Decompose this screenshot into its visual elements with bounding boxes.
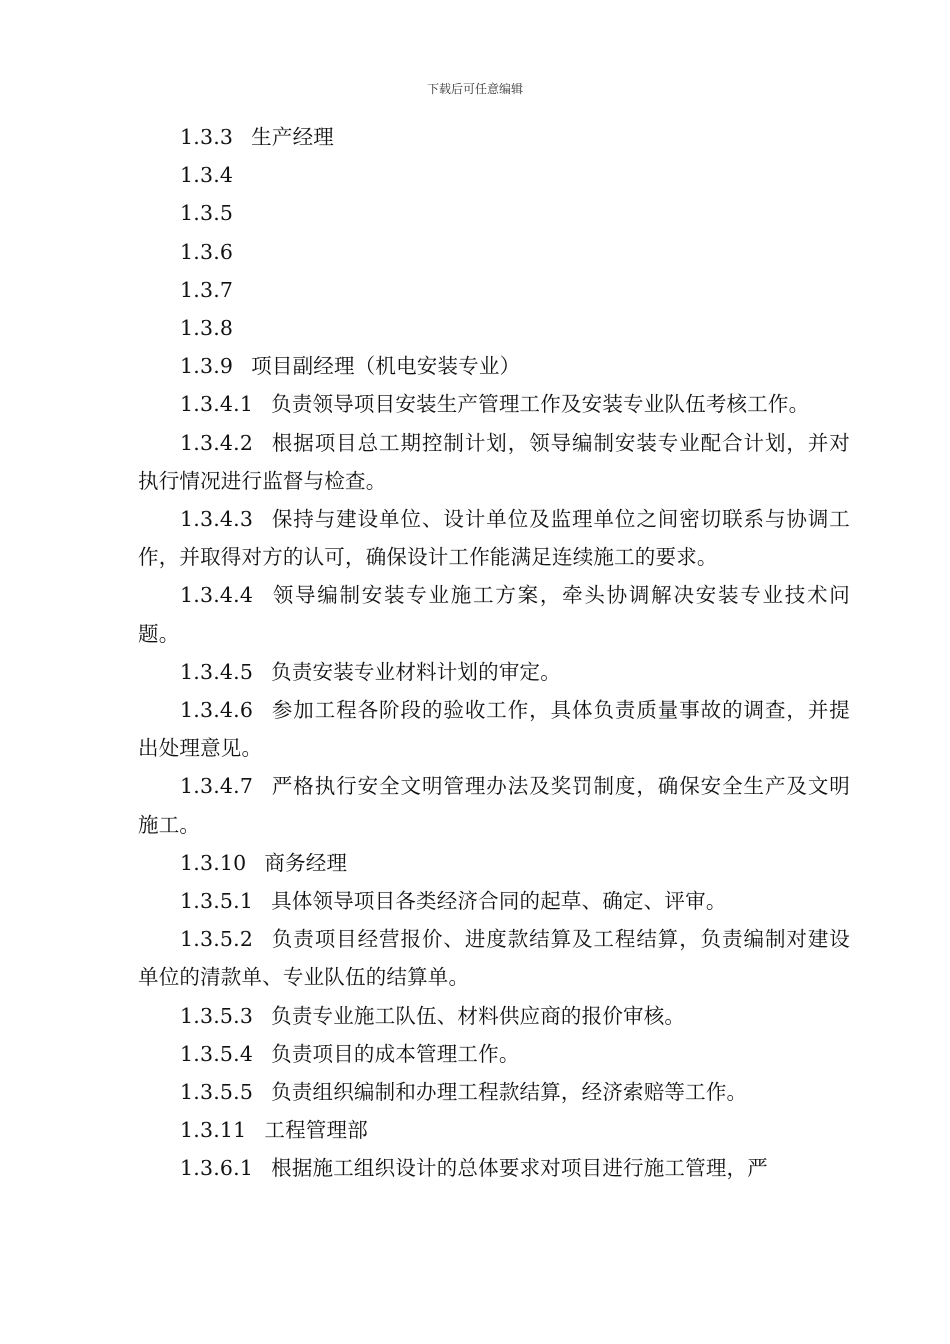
section-number: 1.3.3: [180, 125, 234, 149]
paragraph-text: 负责安装专业材料计划的审定。: [271, 659, 561, 684]
section-number: 1.3.4.3: [180, 507, 254, 532]
paragraph-1-3-5-4: [138, 1035, 850, 1073]
section-number: 1.3.5.4: [180, 1041, 254, 1066]
paragraph-1-3-7: [138, 271, 850, 309]
paragraph-text: 商务经理: [264, 850, 348, 875]
paragraph-1-3-5-1: [138, 882, 850, 920]
paragraph-text: 负责项目经营报价、进度款结算及工程结算，负责编制对建设单位的清款单、专业队伍的结算单。: [138, 927, 850, 990]
section-number: 1.3.4.2: [180, 430, 254, 455]
paragraph-1-3-4-6: [138, 691, 850, 767]
section-number: 1.3.5.3: [180, 1003, 254, 1028]
paragraph-1-3-3: [138, 118, 850, 156]
paragraph-text: 负责组织编制和办理工程款结算，经济索赔等工作。: [271, 1080, 748, 1105]
paragraph-1-3-8: [138, 309, 850, 347]
paragraph-1-3-4-5: [138, 653, 850, 691]
section-number: 1.3.11: [180, 1118, 247, 1143]
paragraph-1-3-5: [138, 194, 850, 232]
section-number: 1.3.4.4: [180, 583, 254, 608]
paragraph-1-3-5-5: [138, 1073, 850, 1111]
paragraph-1-3-9: [138, 347, 850, 385]
paragraph-text: 严格执行安全文明管理办法及奖罚制度，确保安全生产及文明施工。: [138, 774, 850, 837]
paragraph-1-3-10: [138, 844, 850, 882]
section-number: 1.3.4: [180, 163, 234, 188]
paragraph-text: 保持与建设单位、设计单位及监理单位之间密切联系与协调工作，并取得对方的认可，确保设计工作能满足连续施工的要求。: [138, 507, 850, 570]
page-header: 下载后可任意编辑: [426, 82, 523, 96]
paragraph-text: 根据施工组织设计的总体要求对项目进行施工管理，严: [271, 1156, 768, 1181]
section-number: 1.3.4.5: [180, 659, 254, 684]
paragraph-text: 领导编制安装专业施工方案，牵头协调解决安装专业技术问题。: [138, 583, 850, 646]
paragraph-1-3-4-3: [138, 500, 850, 576]
paragraph-1-3-4-7: [138, 767, 850, 843]
paragraph-text: 负责专业施工队伍、材料供应商的报价审核。: [271, 1003, 686, 1028]
paragraph-text: 参加工程各阶段的验收工作，具体负责质量事故的调查，并提出处理意见。: [138, 698, 850, 761]
paragraph-1-3-6-1: [138, 1149, 850, 1187]
paragraph-1-3-11: [138, 1111, 850, 1149]
paragraph-1-3-4-2: [138, 424, 850, 500]
paragraph-1-3-4-1: [138, 385, 850, 423]
section-number: 1.3.8: [180, 316, 234, 341]
paragraph-text: 具体领导项目各类经济合同的起草、确定、评审。: [271, 889, 727, 914]
section-number: 1.3.10: [180, 850, 247, 875]
paragraph-1-3-4: [138, 156, 850, 194]
section-number: 1.3.4.1: [180, 392, 254, 417]
section-number: 1.3.7: [180, 277, 234, 302]
paragraph-1-3-4-4: [138, 576, 850, 652]
section-number: 1.3.6.1: [180, 1156, 254, 1181]
paragraph-text: 负责项目的成本管理工作。: [271, 1041, 520, 1066]
section-number: 1.3.4.7: [180, 774, 254, 799]
paragraph-1-3-5-3: [138, 997, 850, 1035]
section-number: 1.3.9: [180, 354, 234, 379]
paragraph-1-3-6: [138, 233, 850, 271]
document-body: [138, 118, 850, 1188]
paragraph-text: 根据项目总工期控制计划，领导编制安装专业配合计划，并对执行情况进行监督与检查。: [138, 430, 850, 493]
paragraph-text: 项目副经理（机电安装专业）: [251, 354, 521, 379]
paragraph-text: 负责领导项目安装生产管理工作及安装专业队伍考核工作。: [271, 392, 810, 417]
section-number: 1.3.5.1: [180, 889, 254, 914]
section-number: 1.3.6: [180, 239, 234, 264]
section-number: 1.3.4.6: [180, 698, 254, 723]
paragraph-text: 生产经理: [251, 125, 334, 149]
section-number: 1.3.5.2: [180, 927, 254, 952]
paragraph-text: 工程管理部: [264, 1118, 368, 1143]
paragraph-1-3-5-2: [138, 920, 850, 996]
section-number: 1.3.5.5: [180, 1080, 254, 1105]
section-number: 1.3.5: [180, 201, 234, 226]
